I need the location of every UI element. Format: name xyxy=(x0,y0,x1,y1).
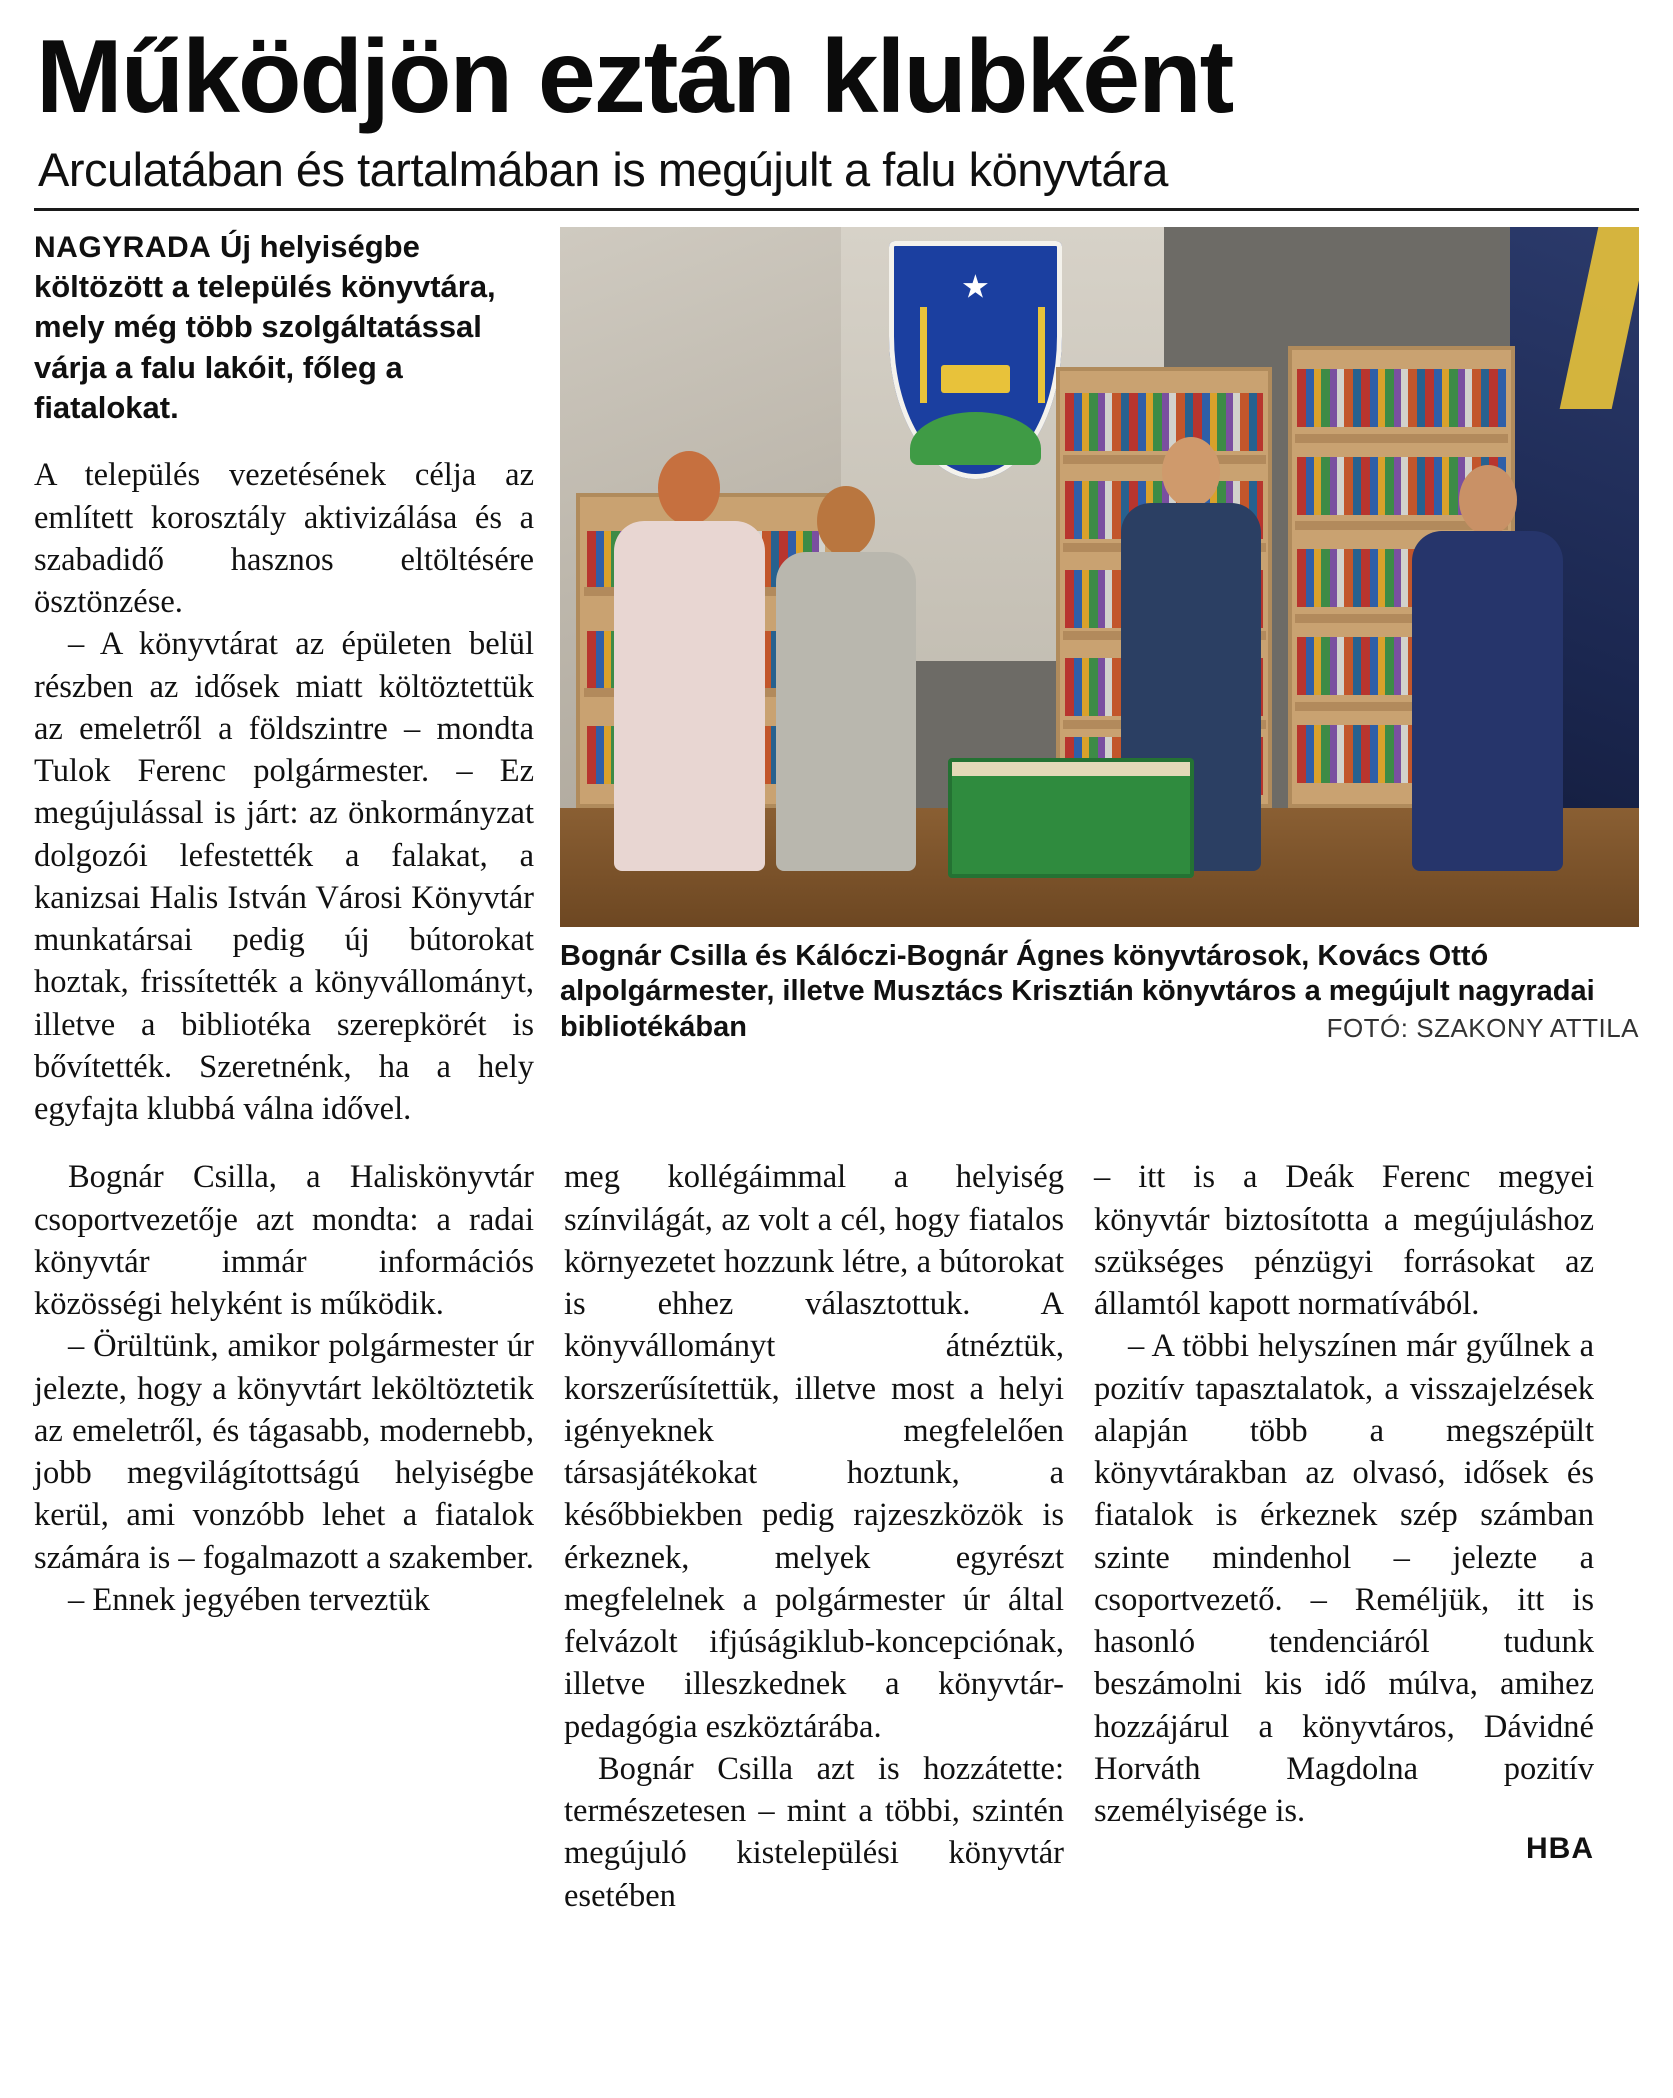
header-divider xyxy=(34,208,1639,211)
star-icon xyxy=(962,274,988,300)
article-photo xyxy=(560,227,1639,927)
column-one xyxy=(34,1156,534,1917)
person-figure xyxy=(614,451,765,871)
dateline: NAGYRADA xyxy=(34,230,212,264)
book-crate xyxy=(948,758,1193,878)
body-paragraph: meg kollégáimmal a helyiség színvilágát, az volt a cél, hogy fiatalos környezetet hozzunk létre, a bútorokat is ehhez választottuk. A könyvállományt átnéztük, korszerűsítettük, illetve most a helyi igényeknek megfelelően társasjátékokat hoztunk, a későbbiekben pedig rajzeszközök is érkeznek, melyek egyrészt megfelelnek a polgármester úr által felvázolt ifjúságiklub-koncepciónak, illetve illeszkednek a könyvtár-pedagógia eszköztárába. xyxy=(564,1159,1064,1745)
photo-column xyxy=(560,227,1639,1070)
person-figure xyxy=(1412,465,1563,871)
photo-credit: FOTÓ: SZAKONY ATTILA xyxy=(1326,1012,1639,1043)
page-title: Működjön eztán klubként xyxy=(36,19,1233,135)
body-columns xyxy=(30,1130,1643,1917)
byline: HBA xyxy=(1526,1832,1594,1866)
crown-icon xyxy=(941,365,1010,394)
lead-text: Új helyiségbe költözött a település könyvtára, mely még több szolgáltatással várja a falu lakóit, főleg a fiatalokat. xyxy=(34,228,496,425)
body-paragraph: – Örültünk, amikor polgármester úr jelezte, hogy a könyvtárt leköltöztetik az emeletről, és tágasabb, modernebb, jobb megvilágítottságú helyiségbe kerül, ami vonzóbb lehet a fiatalok számára is – fogalmazott a szakember. xyxy=(34,1328,534,1576)
subtitle: Arculatában és tartalmában is megújult a falu könyvtára xyxy=(38,143,1168,197)
body-paragraph: – Ennek jegyében terveztük xyxy=(68,1581,430,1618)
coat-of-arms-icon xyxy=(889,241,1062,479)
hill-shape xyxy=(910,412,1041,464)
body-paragraph: Bognár Csilla azt is hozzátette: természetesen – mint a többi, szintén megújuló kistelepülési könyvtár esetében xyxy=(564,1750,1064,1914)
column-three xyxy=(1094,1156,1594,1917)
body-paragraph: – A többi helyszínen már gyűlnek a pozitív tapasztalatok, a visszajelzések alapján több a megszépült könyvtárakban az olvasó, idősek és fiatalok is érkeznek szép számban szinte mindenhol – jelezte a csoportvezető. – Reméljük, itt is hasonló tendenciáról tudunk beszámolni kis idő múlva, amihez hozzájárul a könyvtáros, Dávidné Horváth Magdolna pozitív személyisége is. xyxy=(1094,1328,1594,1829)
lead-paragraph xyxy=(34,227,534,428)
body-paragraph: – A könyvtárat az épületen belül részben az idősek miatt költöztettük az emeletről a földszintre – mondta Tulok Ferenc polgármester. – Ez megújulással is járt: az önkormányzat dolgozói lefestették a falakat, a kanizsai Halis István Városi Könyvtár munkatársai pedig új bútorokat hoztak, frissítették a könyvállományt, illetve a bibliotéka szerepkörét is bővítették. Szeretnénk, ha a hely egyfajta klubbá válna idővel. xyxy=(34,626,534,1127)
lead-column xyxy=(34,227,534,1130)
body-paragraph: – itt is a Deák Ferenc megyei könyvtár biztosította a megújuláshoz szükséges pénzügyi forrásokat az államtól kapott normatívából. xyxy=(1094,1159,1594,1322)
newspaper-page xyxy=(0,19,1673,2098)
body-paragraph: Bognár Csilla, a Haliskönyvtár csoportvezetője azt mondta: a radai könyvtár immár információs közösségi helyként is működik. xyxy=(34,1159,534,1322)
photo-caption: Bognár Csilla és Kálóczi-Bognár Ágnes könyvtárosok, Kovács Ottó alpolgármester, illetve Musztács Krisztián könyvtáros a megújult nagyradai bibliotékában xyxy=(560,939,1595,1043)
person-figure xyxy=(776,486,916,871)
column-two xyxy=(564,1156,1064,1917)
body-paragraph: A település vezetésének célja az említett korosztály aktivizálása és a szabadidő hasznos eltöltésére ösztönzése. xyxy=(34,457,534,620)
top-section xyxy=(30,227,1643,1130)
